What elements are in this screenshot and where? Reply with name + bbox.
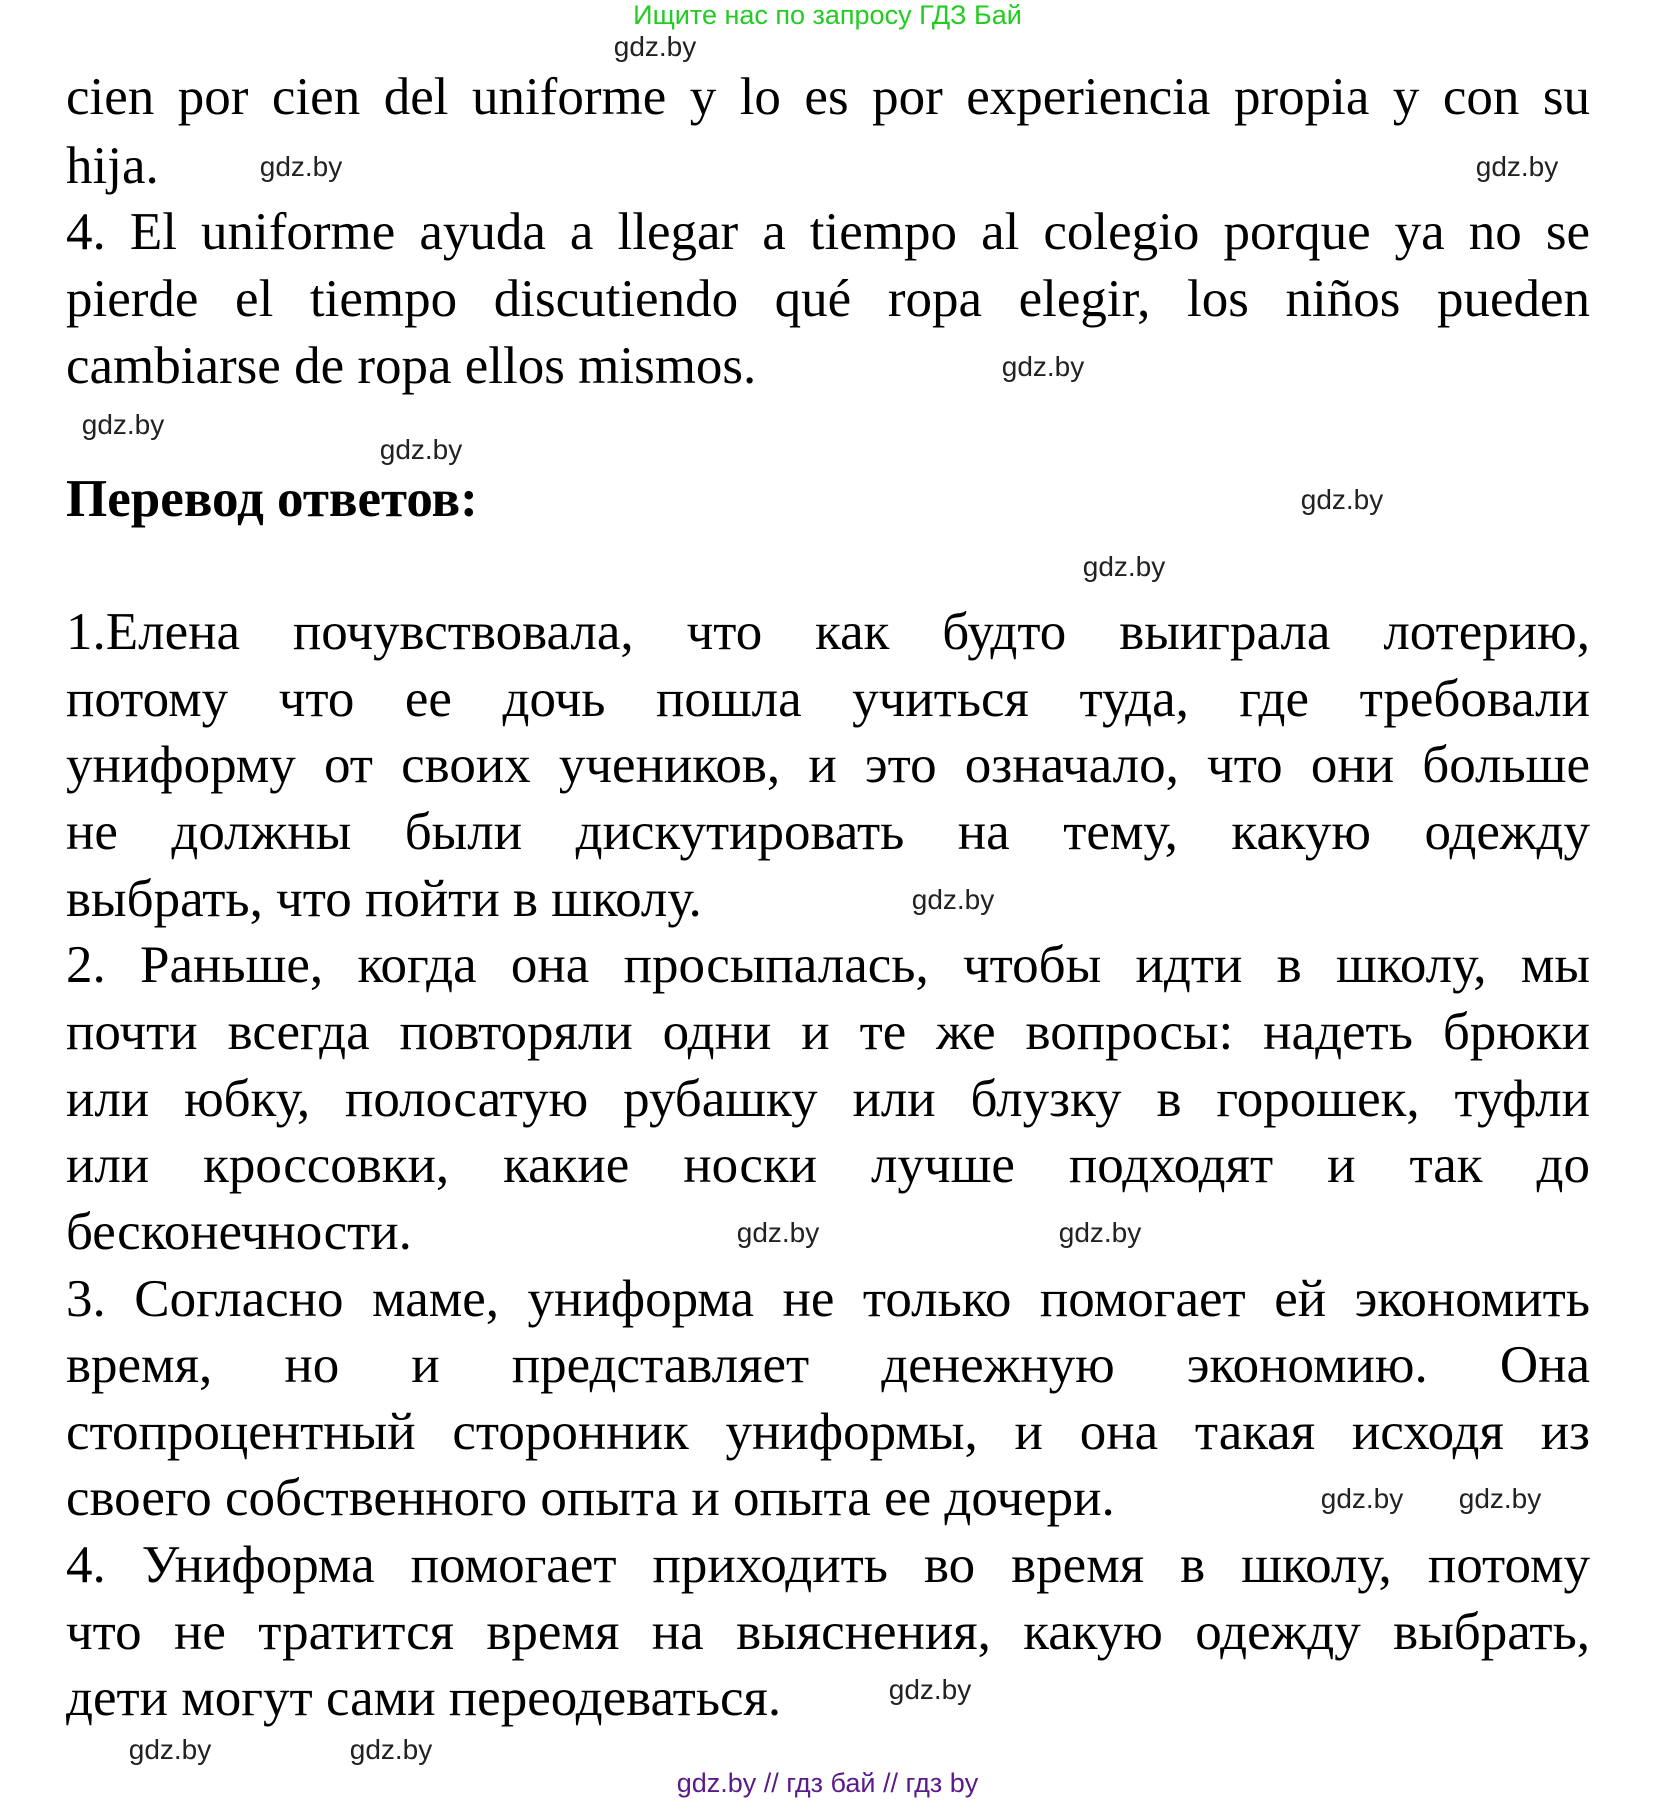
header-banner: Ищите нас по запросу ГДЗ Бай bbox=[633, 0, 1022, 30]
text-line: своего собственного опыта и опыта ее дочери. bbox=[66, 1469, 1115, 1527]
text-line: дети могут сами переодеваться. bbox=[66, 1669, 782, 1727]
text-line: что не тратится время на выяснения, какую одежду выбрать, bbox=[66, 1603, 1590, 1661]
text-line: pierde el tiempo discutiendo qué ropa elegir, los niños pueden bbox=[66, 270, 1590, 328]
watermark: gdz.by bbox=[259, 151, 343, 182]
text-line: 4. Униформа помогает приходить во время в школу, потому bbox=[66, 1536, 1590, 1594]
watermark: gdz.by bbox=[1458, 1483, 1542, 1514]
watermark: gdz.by bbox=[1475, 151, 1559, 182]
text-line: 4. El uniforme ayuda a llegar a tiempo al colegio porque ya no se bbox=[66, 203, 1590, 261]
text-line: не должны были дискутировать на тему, какую одежду bbox=[66, 803, 1590, 861]
watermark: gdz.by bbox=[1058, 1217, 1142, 1248]
watermark: gdz.by bbox=[81, 409, 165, 440]
text-line: или кроссовки, какие носки лучше подходят и так до bbox=[66, 1136, 1590, 1194]
watermark: gdz.by bbox=[736, 1217, 820, 1248]
text-line: бесконечности. bbox=[66, 1203, 412, 1261]
watermark: gdz.by bbox=[349, 1734, 433, 1765]
text-line: почти всегда повторяли одни и те же вопросы: надеть брюки bbox=[66, 1003, 1590, 1061]
text-line: униформу от своих учеников, и это означало, что они больше bbox=[66, 736, 1590, 794]
text-line: время, но и представляет денежную экономию. Она bbox=[66, 1336, 1590, 1394]
watermark: gdz.by bbox=[1082, 551, 1166, 582]
text-line: 1.Елена почувствовала, что как будто выиграла лотерию, bbox=[66, 603, 1590, 661]
text-line: 3. Согласно маме, униформа не только помогает ей экономить bbox=[66, 1270, 1590, 1328]
section-heading: Перевод ответов: bbox=[66, 470, 478, 528]
text-line: cien por cien del uniforme y lo es por experiencia propia y con su bbox=[66, 68, 1590, 126]
footer-banner: gdz.by // гдз бай // гдз by bbox=[676, 1768, 979, 1798]
watermark: gdz.by bbox=[888, 1674, 972, 1705]
watermark: gdz.by bbox=[1001, 351, 1085, 382]
text-line: 2. Раньше, когда она просыпалась, чтобы идти в школу, мы bbox=[66, 936, 1590, 994]
text-line: hija. bbox=[66, 137, 159, 195]
watermark: gdz.by bbox=[911, 884, 995, 915]
watermark: gdz.by bbox=[1300, 484, 1384, 515]
watermark: gdz.by bbox=[128, 1734, 212, 1765]
watermark: gdz.by bbox=[1320, 1483, 1404, 1514]
text-line: стопроцентный сторонник униформы, и она такая исходя из bbox=[66, 1403, 1590, 1461]
text-line: cambiarse de ropa ellos mismos. bbox=[66, 337, 757, 395]
watermark: gdz.by bbox=[613, 31, 697, 62]
text-line: выбрать, что пойти в школу. bbox=[66, 870, 702, 928]
watermark: gdz.by bbox=[379, 434, 463, 465]
text-line: потому что ее дочь пошла учиться туда, где требовали bbox=[66, 670, 1590, 728]
text-line: или юбку, полосатую рубашку или блузку в горошек, туфли bbox=[66, 1070, 1590, 1128]
